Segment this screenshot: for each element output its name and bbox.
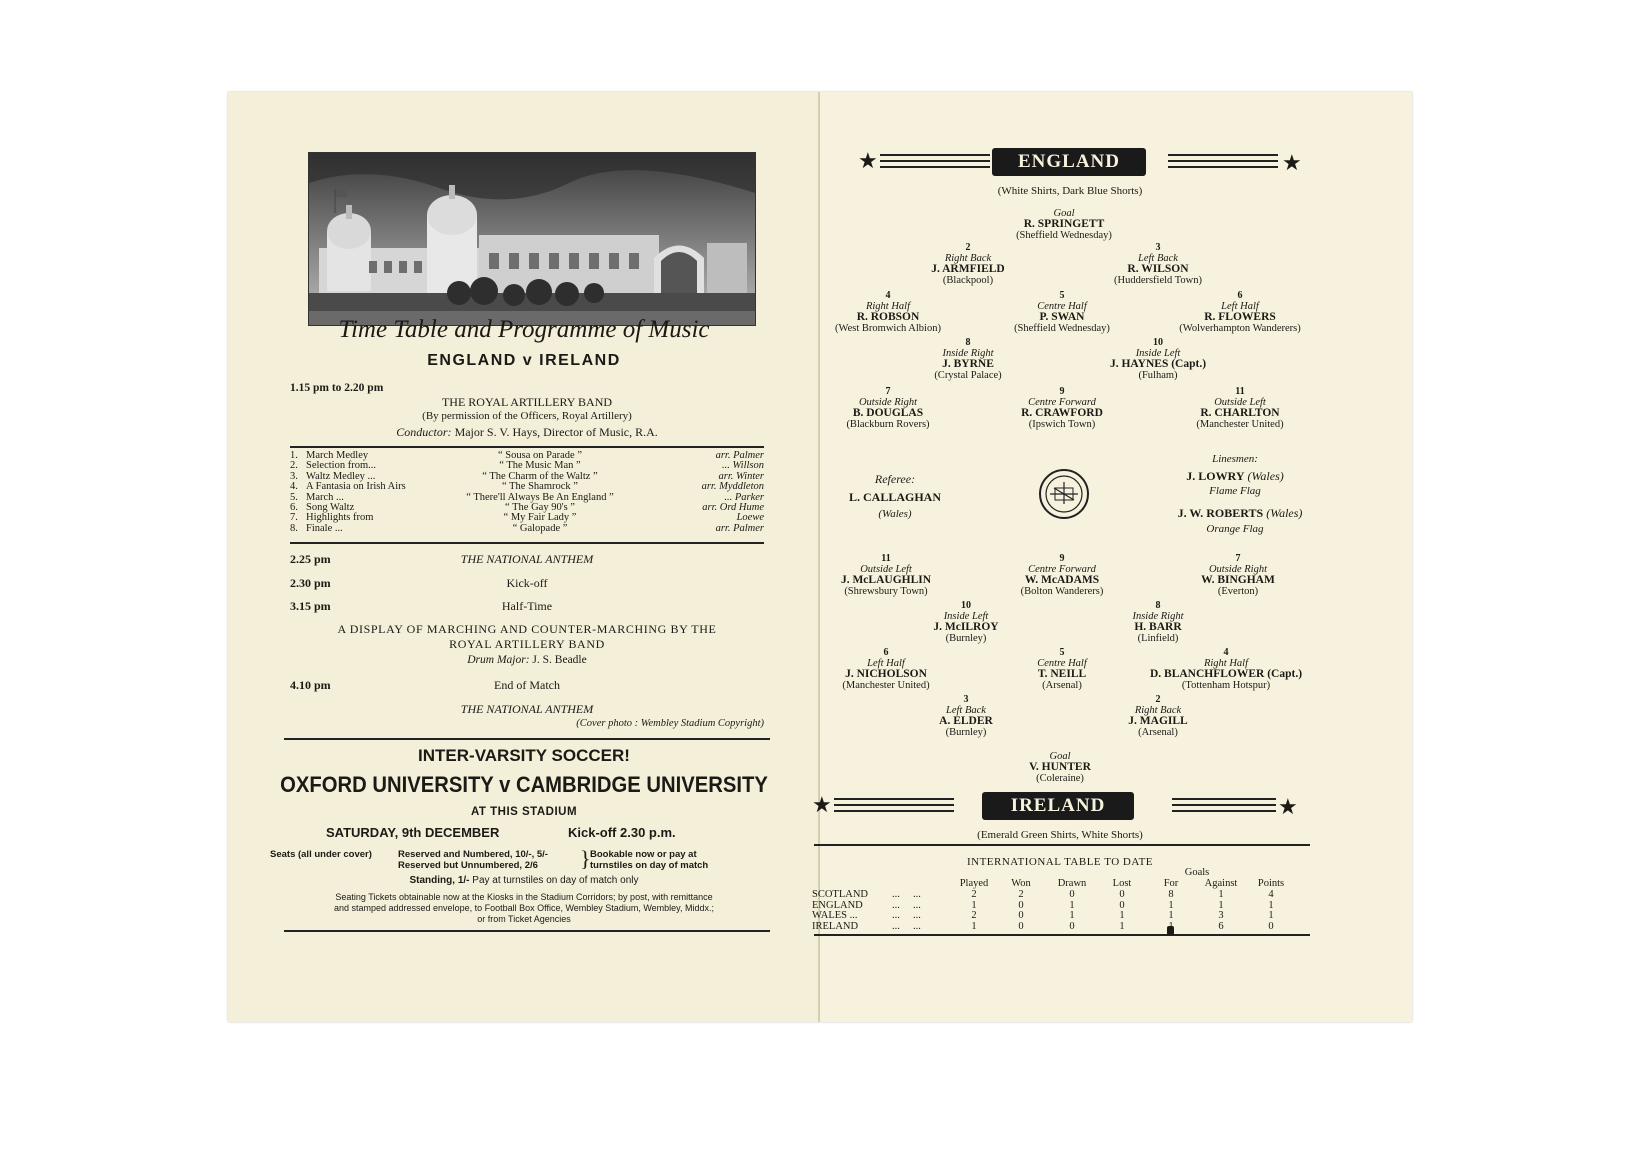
- table-cell: 0: [1119, 899, 1125, 911]
- player-position: Centre Half: [1037, 301, 1087, 312]
- player-name: R. CRAWFORD: [1021, 407, 1103, 419]
- player-card: [866, 694, 1066, 738]
- programme-row: [290, 460, 764, 471]
- player-card: [788, 290, 988, 334]
- player-club: (Shrewsbury Town): [844, 586, 928, 597]
- player-club: (Coleraine): [1036, 773, 1084, 784]
- player-name: H. BARR: [1134, 621, 1182, 633]
- player-position: Left Back: [946, 705, 986, 716]
- programme-piece: Highlights from: [306, 512, 374, 524]
- banner-rule: [880, 154, 990, 156]
- player-club: (Fulham): [1138, 370, 1178, 381]
- player-name: B. DOUGLAS: [852, 407, 924, 419]
- player-card: [788, 386, 988, 430]
- ad-kickoff: Kick-off 2.30 p.m.: [568, 825, 676, 840]
- table-leader-dots: ... ...: [892, 920, 921, 932]
- table-team: ENGLAND: [812, 899, 863, 911]
- player-card: [786, 647, 986, 691]
- player-position: Outside Left: [1214, 397, 1266, 408]
- player-number: 5: [1059, 647, 1065, 658]
- conductor-label: Conductor:: [396, 425, 452, 439]
- player-card: [866, 600, 1066, 644]
- table-cell: 1: [1268, 910, 1274, 921]
- player-number: 4: [1223, 647, 1229, 658]
- ad-bookable-1: Bookable now or pay at: [590, 849, 697, 860]
- player-position: Left Half: [867, 658, 905, 669]
- schedule-time: 4.10 pm: [290, 678, 331, 692]
- programme-number: 8.: [290, 522, 298, 534]
- table-header: Points: [1257, 878, 1285, 889]
- player-number: 11: [1235, 386, 1245, 397]
- player-card: [1126, 647, 1326, 691]
- player-name: V. HUNTER: [1029, 761, 1091, 773]
- programme-row: [290, 450, 764, 461]
- player-card: [1058, 600, 1258, 644]
- programme-row: [290, 502, 764, 513]
- player-card: [962, 290, 1162, 334]
- player-position: Outside Right: [858, 397, 918, 408]
- player-card: [1058, 242, 1258, 286]
- goals-label: Goals: [1184, 867, 1210, 878]
- programme-title: “ The Music Man ”: [499, 460, 581, 472]
- player-number: 11: [881, 553, 891, 564]
- player-club: (Tottenham Hotspur): [1181, 680, 1271, 691]
- table-cell: 8: [1168, 889, 1174, 900]
- table-cell: 2: [971, 910, 977, 921]
- table-leader-dots: ... ...: [892, 889, 921, 900]
- player-card: [1138, 553, 1338, 597]
- player-club: (Sheffield Wednesday): [1014, 323, 1110, 334]
- table-header: Against: [1204, 878, 1238, 889]
- player-name: J. McILROY: [933, 621, 999, 633]
- football-association-crest-icon: [1038, 468, 1090, 520]
- player-position: Inside Right: [942, 348, 994, 359]
- ink-mark: [1167, 926, 1174, 935]
- programme-number: 2.: [290, 460, 298, 472]
- player-name: R. CHARLTON: [1200, 407, 1280, 419]
- table-cell: 1: [1168, 899, 1174, 911]
- table-cell: 2: [971, 889, 977, 900]
- player-number: 6: [1237, 290, 1243, 301]
- player-club: (Huddersfield Town): [1113, 275, 1202, 286]
- programme-arranger: Loewe: [736, 512, 764, 524]
- player-card: [962, 386, 1162, 430]
- brace: }: [580, 846, 591, 871]
- table-cell: 1: [1268, 899, 1274, 911]
- ad-date: SATURDAY, 9th DECEMBER: [326, 825, 500, 840]
- programme-arranger: arr. Winter: [718, 470, 764, 482]
- display-line-2: ROYAL ARTILLERY BAND: [449, 637, 605, 651]
- player-number: 10: [961, 600, 971, 611]
- table-team: WALES ...: [812, 910, 858, 921]
- table-header: Lost: [1112, 878, 1132, 889]
- ad-bookable-2: turnstiles on day of match: [590, 860, 709, 871]
- table-cell: 1: [1069, 910, 1075, 921]
- programme-title: “ There'll Always Be An England ”: [466, 491, 614, 503]
- ad-tickets-line-2: and stamped addressed envelope, to Football Box Office, Wembley Stadium, Wembley, Middx.;: [333, 903, 715, 913]
- programme-row: [290, 512, 764, 523]
- player-club: (Blackpool): [942, 275, 994, 286]
- player-club: (Bolton Wanderers): [1020, 586, 1104, 597]
- player-number: 2: [965, 242, 971, 253]
- player-name: J. NICHOLSON: [845, 668, 927, 680]
- table-cell: 1: [1218, 889, 1224, 900]
- referee-country: (Wales): [878, 508, 912, 520]
- divider: [284, 738, 770, 740]
- programme-title: Time Table and Programme of Music: [338, 316, 710, 343]
- player-card: [964, 208, 1164, 241]
- player-position: Centre Forward: [1028, 564, 1096, 575]
- ad-standing-line: [228, 875, 820, 886]
- band-permission: (By permission of the Officers, Royal Artillery): [422, 410, 632, 422]
- banner-rule: [880, 160, 990, 162]
- conductor-line: [290, 425, 764, 440]
- player-number: 8: [965, 337, 971, 348]
- player-club: (Ipswich Town): [1028, 419, 1096, 430]
- player-number: 4: [885, 290, 891, 301]
- player-card: [786, 553, 986, 597]
- linesman-1: [1160, 469, 1310, 484]
- player-position: Right Back: [944, 253, 992, 264]
- table-header: For: [1163, 878, 1179, 889]
- player-card: [868, 242, 1068, 286]
- programme-arranger: ... Willson: [721, 460, 764, 472]
- table-cell: 1: [1119, 910, 1125, 921]
- player-club: (Burnley): [945, 633, 987, 644]
- player-card: [868, 337, 1068, 381]
- programme-piece: A Fantasia on Irish Airs: [306, 481, 406, 493]
- player-position: Inside Left: [943, 611, 989, 622]
- programme-arranger: arr. Myddleton: [701, 481, 764, 493]
- programme-number: 3.: [290, 470, 298, 482]
- player-name: D. BLANCHFLOWER (Capt.): [1149, 668, 1303, 680]
- player-number: 10: [1153, 337, 1163, 348]
- player-position: Centre Forward: [1028, 397, 1096, 408]
- table-header: Played: [959, 878, 989, 889]
- drum-major-label: Drum Major:: [467, 654, 530, 666]
- conductor-name: Major S. V. Hays, Director of Music, R.A.: [454, 425, 658, 439]
- programme-title: “ The Gay 90's ”: [505, 502, 575, 513]
- banner-rule: [834, 810, 954, 812]
- banner-rule: [1172, 798, 1276, 800]
- star-icon: ★: [1278, 794, 1298, 819]
- programme-row: [290, 481, 764, 492]
- player-position: Goal: [1053, 208, 1075, 219]
- player-club: (Wolverhampton Wanderers): [1179, 323, 1301, 334]
- table-cell: 1: [971, 920, 977, 932]
- banner-rule: [1168, 154, 1278, 156]
- linesman-2-name: J. W. ROBERTS: [1177, 506, 1264, 520]
- programme-arranger: arr. Palmer: [715, 522, 764, 534]
- programme-title: “ The Charm of the Waltz ”: [482, 470, 598, 482]
- player-name: J. McLAUGHLIN: [840, 574, 932, 586]
- player-position: Right Half: [1203, 658, 1249, 669]
- england-banner: ENGLAND: [992, 148, 1146, 176]
- table-cell: 0: [1069, 889, 1075, 900]
- table-cell: 0: [1268, 920, 1274, 932]
- table-cell: 2: [1018, 889, 1024, 900]
- player-position: Right Half: [865, 301, 911, 312]
- player-card: [962, 553, 1162, 597]
- player-position: Left Half: [1221, 301, 1259, 312]
- player-name: J. ARMFIELD: [931, 263, 1005, 275]
- player-club: (Blackburn Rovers): [846, 419, 930, 430]
- player-name: R. SPRINGETT: [1023, 218, 1105, 230]
- player-club: (Crystal Palace): [934, 370, 1002, 381]
- player-name: J. BYRNE: [942, 358, 994, 370]
- banner-rule: [1172, 810, 1276, 812]
- player-position: Centre Half: [1037, 658, 1087, 669]
- table-title: INTERNATIONAL TABLE TO DATE: [966, 856, 1154, 868]
- player-club: (Linfield): [1137, 633, 1179, 644]
- ad-tickets-line-3: or from Ticket Agencies: [477, 914, 571, 924]
- linesman-1-name: J. LOWRY: [1186, 469, 1245, 483]
- linesman-2-country: (Wales): [1266, 506, 1303, 520]
- player-name: A. ELDER: [939, 715, 993, 727]
- programme-piece: March Medley: [306, 450, 369, 461]
- player-name: P. SWAN: [1039, 311, 1085, 323]
- table-cell: 1: [1168, 910, 1174, 921]
- programme-piece: Song Waltz: [306, 502, 355, 513]
- table-cell: 1: [1119, 920, 1125, 932]
- banner-rule: [1168, 166, 1278, 168]
- cover-photo-credit: (Cover photo : Wembley Stadium Copyright): [576, 718, 764, 729]
- player-club: (Arsenal): [1138, 727, 1178, 738]
- programme-number: 4.: [290, 481, 298, 493]
- banner-rule: [834, 804, 954, 806]
- ireland-banner: IRELAND: [982, 792, 1134, 820]
- player-number: 9: [1059, 553, 1065, 564]
- player-club: (Manchester United): [1196, 419, 1284, 430]
- star-icon: ★: [858, 148, 878, 173]
- ad-heading: INTER-VARSITY SOCCER!: [418, 746, 630, 765]
- player-card: [960, 751, 1160, 784]
- ad-match: OXFORD UNIVERSITY v CAMBRIDGE UNIVERSITY: [280, 772, 768, 797]
- table-cell: 0: [1018, 920, 1024, 932]
- player-club: (Sheffield Wednesday): [1016, 230, 1112, 241]
- player-name: J. HAYNES (Capt.): [1109, 358, 1207, 370]
- programme-piece: Finale ...: [306, 522, 343, 534]
- programme-number: 6.: [290, 502, 298, 513]
- table-cell: 1: [1069, 899, 1075, 911]
- player-card: [1140, 290, 1340, 334]
- player-club: (Arsenal): [1042, 680, 1082, 691]
- player-name: J. MAGILL: [1128, 715, 1188, 727]
- player-card: [1058, 337, 1258, 381]
- divider: [290, 542, 764, 544]
- linesman-1-country: (Wales): [1247, 469, 1284, 483]
- player-card: [1058, 694, 1258, 738]
- player-name: W. McADAMS: [1024, 574, 1100, 586]
- player-number: 5: [1059, 290, 1065, 301]
- ad-venue: AT THIS STADIUM: [470, 806, 578, 818]
- drum-major-line: [290, 654, 764, 666]
- star-icon: ★: [1282, 150, 1302, 175]
- programme-piece: March ...: [306, 491, 344, 503]
- table-cell: 1: [1218, 899, 1224, 911]
- player-number: 3: [1155, 242, 1161, 253]
- ad-seats-line-2: Reserved but Unnumbered, 2/6: [398, 860, 538, 871]
- table-leader-dots: ... ...: [892, 910, 921, 921]
- player-position: Goal: [1049, 751, 1071, 762]
- table-cell: 1: [971, 899, 977, 911]
- left-page: [228, 92, 820, 1022]
- linesman-2-flag: Orange Flag: [1206, 523, 1264, 535]
- ireland-kit: (Emerald Green Shirts, White Shorts): [977, 829, 1143, 841]
- player-position: Outside Left: [860, 564, 912, 575]
- band-time: 1.15 pm to 2.20 pm: [290, 382, 384, 394]
- programme-number: 5.: [290, 491, 298, 503]
- player-number: 3: [963, 694, 969, 705]
- divider: [284, 930, 770, 932]
- band-name: THE ROYAL ARTILLERY BAND: [441, 395, 613, 409]
- programme-arranger: arr. Ord Hume: [702, 502, 764, 513]
- player-position: Outside Right: [1208, 564, 1268, 575]
- table-header: Drawn: [1057, 878, 1087, 889]
- table-cell: 6: [1218, 920, 1224, 932]
- banner-rule: [1172, 804, 1276, 806]
- player-position: Right Back: [1134, 705, 1182, 716]
- linesman-2: [1150, 506, 1330, 521]
- divider: [814, 844, 1310, 846]
- table-cell: 3: [1218, 910, 1224, 921]
- divider: [290, 446, 764, 448]
- schedule-time: 2.30 pm: [290, 576, 331, 590]
- player-position: Left Back: [1138, 253, 1178, 264]
- table-team: SCOTLAND: [812, 889, 869, 900]
- ad-tickets-line-1: Seating Tickets obtainable now at the Kiosks in the Stadium Corridors; by post, with remittance: [335, 892, 713, 902]
- player-number: 7: [885, 386, 891, 397]
- programme-title: “ My Fair Lady ”: [503, 512, 577, 524]
- table-leader-dots: ... ...: [892, 899, 921, 911]
- drum-major-name: J. S. Beadle: [532, 654, 587, 666]
- referee-name: L. CALLAGHAN: [848, 490, 941, 504]
- player-club: (Manchester United): [842, 680, 930, 691]
- table-cell: 0: [1069, 920, 1075, 932]
- player-position: Inside Left: [1135, 348, 1181, 359]
- player-number: 2: [1155, 694, 1161, 705]
- table-team: IRELAND: [812, 920, 859, 932]
- player-name: R. ROBSON: [856, 311, 920, 323]
- player-number: 8: [1155, 600, 1161, 611]
- player-number: 7: [1235, 553, 1241, 564]
- match-subtitle: ENGLAND v IRELAND: [427, 352, 621, 369]
- programme-number: 1.: [290, 450, 298, 461]
- programme-row: [290, 492, 764, 503]
- referee-label: Referee:: [874, 472, 916, 486]
- player-name: R. WILSON: [1127, 263, 1189, 275]
- wembley-stadium-photo: [308, 152, 756, 326]
- programme-piece: Selection from...: [306, 460, 376, 472]
- ad-seats-label: Seats (all under cover): [270, 849, 372, 860]
- player-name: T. NEILL: [1037, 668, 1087, 680]
- player-club: (Everton): [1217, 586, 1259, 597]
- banner-rule: [880, 166, 990, 168]
- schedule-event: End of Match: [494, 678, 560, 692]
- schedule-event: THE NATIONAL ANTHEM: [460, 552, 594, 566]
- programme-title: “ Sousa on Parade ”: [498, 450, 582, 461]
- ad-standing-text: Pay at turnstiles on day of match only: [472, 875, 639, 886]
- table-cell: 0: [1018, 910, 1024, 921]
- national-anthem: THE NATIONAL ANTHEM: [460, 702, 594, 716]
- schedule-event: Half-Time: [501, 599, 553, 613]
- player-club: (Burnley): [945, 727, 987, 738]
- programme-piece: Waltz Medley ...: [306, 470, 376, 482]
- programme-number: 7.: [290, 512, 298, 524]
- ad-standing-label: Standing, 1/-: [409, 875, 470, 886]
- programme-arranger: arr. Palmer: [715, 450, 764, 461]
- player-name: R. FLOWERS: [1204, 311, 1276, 323]
- table-cell: 0: [1119, 889, 1125, 900]
- player-number: 6: [883, 647, 889, 658]
- schedule-time: 3.15 pm: [290, 599, 331, 613]
- table-cell: 4: [1268, 889, 1274, 900]
- player-card: [1140, 386, 1340, 430]
- programme-title: “ Galopade ”: [512, 522, 568, 534]
- table-header: Won: [1011, 878, 1031, 889]
- player-name: W. BINGHAM: [1201, 574, 1275, 586]
- right-page: [812, 92, 1412, 1022]
- player-number: 9: [1059, 386, 1065, 397]
- linesman-1-flag: Flame Flag: [1209, 485, 1261, 497]
- schedule-event: Kick-off: [506, 576, 548, 590]
- banner-rule: [834, 798, 954, 800]
- programme-title: “ The Shamrock ”: [502, 481, 578, 493]
- divider: [814, 934, 1310, 936]
- programme-arranger: ... Parker: [724, 491, 764, 503]
- schedule-time: 2.25 pm: [290, 552, 331, 566]
- england-kit: (White Shirts, Dark Blue Shorts): [997, 185, 1143, 197]
- star-icon: ★: [812, 792, 832, 817]
- programme-row: [290, 471, 764, 482]
- ad-seats-line-1: Reserved and Numbered, 10/-, 5/-: [398, 849, 548, 860]
- banner-rule: [1168, 160, 1278, 162]
- programme-row: [290, 523, 764, 534]
- player-position: Inside Right: [1132, 611, 1184, 622]
- table-cell: 0: [1018, 899, 1024, 911]
- display-line-1: A DISPLAY OF MARCHING AND COUNTER-MARCHING BY THE: [337, 622, 717, 636]
- player-club: (West Bromwich Albion): [835, 323, 941, 334]
- linesmen-label: Linesmen:: [1212, 453, 1258, 465]
